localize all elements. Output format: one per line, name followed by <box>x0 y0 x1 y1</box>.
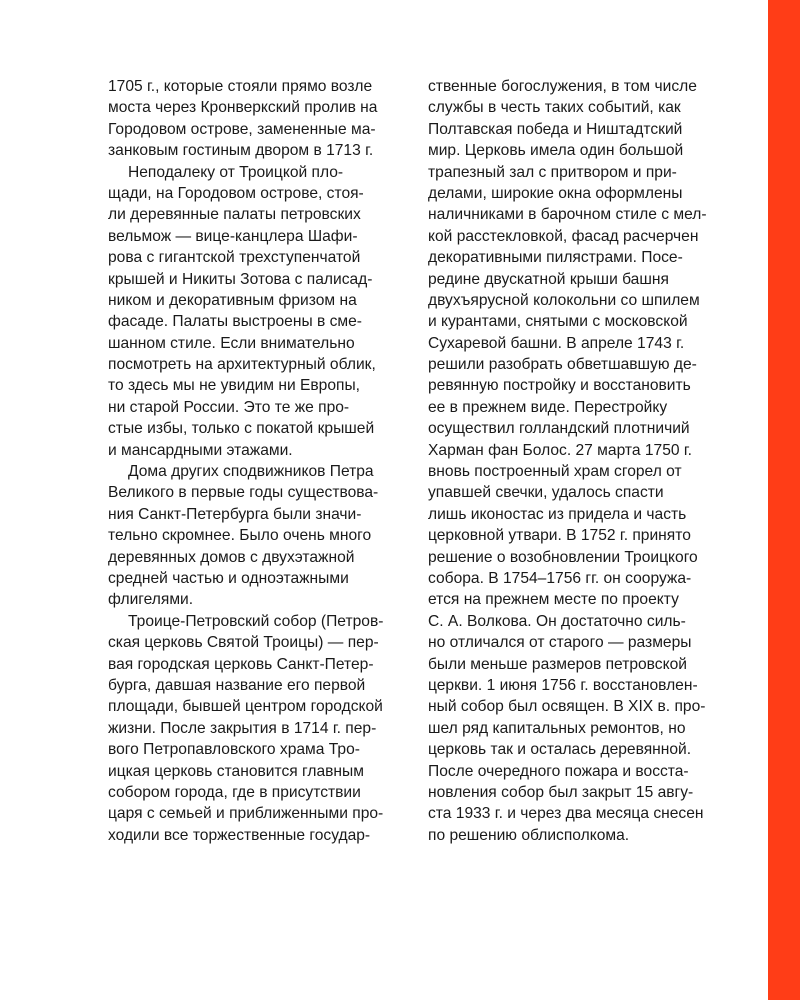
text-line: шел ряд капитальных ремонтов, но <box>428 719 686 737</box>
text-line: ни старой России. Это те же про- <box>108 398 350 416</box>
text-line: вого Петропавловского храма Тро- <box>108 741 360 759</box>
text-line: решение о возобновлении Троицкого <box>428 548 698 566</box>
text-line: флигелями. <box>108 591 194 609</box>
text-line: ходили все торжественные государ- <box>108 826 371 844</box>
text-line: ревянную постройку и восстановить <box>428 377 691 395</box>
text-line: двухъярусной колокольни со шпилем <box>428 291 700 309</box>
text-line: Неподалеку от Троицкой пло- <box>128 163 344 181</box>
text-line: мир. Церковь имела один большой <box>428 142 684 160</box>
text-line: наличниками в барочном стиле с мел- <box>428 206 707 224</box>
text-line: декоративными пилястрами. Посе- <box>428 249 683 267</box>
text-line: ния Санкт-Петербурга были значи- <box>108 505 362 523</box>
text-line: вельмож — вице-канцлера Шафи- <box>108 227 358 245</box>
text-line: бурга, давшая название его первой <box>108 676 366 694</box>
text-line: трапезный зал с притвором и при- <box>428 163 677 181</box>
text-line: Сухаревой башни. В апреле 1743 г. <box>428 334 685 352</box>
text-line: моста через Кронверкский пролив на <box>108 99 378 117</box>
text-line: лишь иконостас из придела и часть <box>428 505 687 523</box>
text-line: были меньше размеров петровской <box>428 655 687 673</box>
text-line: ицкая церковь становится главным <box>108 762 364 780</box>
text-line: вновь построенный храм сгорел от <box>428 463 682 481</box>
text-line: Харман фан Болос. 27 марта 1750 г. <box>428 441 693 459</box>
text-line: Дома других сподвижников Петра <box>128 463 374 481</box>
text-line: кой расстекловкой, фасад расчерчен <box>428 227 699 245</box>
text-line: средней частью и одноэтажными <box>108 569 349 587</box>
text-line: делами, широкие окна оформлены <box>428 184 683 202</box>
text-line: занковым гостиным двором в 1713 г. <box>108 142 374 160</box>
text-line: по решению облисполкома. <box>428 826 630 844</box>
text-line: ста 1933 г. и через два месяца снесен <box>428 805 704 823</box>
text-line: ская церковь Святой Троицы) — пер- <box>108 634 379 652</box>
text-line: стые избы, только с покатой крышей <box>108 420 375 438</box>
text-line: С. А. Волкова. Он достаточно силь- <box>428 612 686 630</box>
text-line: ственные богослужения, в том числе <box>428 78 697 95</box>
text-column-left <box>108 76 408 846</box>
text-line: Городовом острове, замененные ма- <box>108 120 376 138</box>
text-line: ее в прежнем виде. Перестройку <box>428 398 668 416</box>
text-line: и мансардными этажами. <box>108 441 293 459</box>
text-column-right <box>428 76 728 846</box>
text-line: Полтавская победа и Ништадтский <box>428 120 683 138</box>
text-line: щади, на Городовом острове, стоя- <box>108 184 364 202</box>
text-line: деревянных домов с двухэтажной <box>108 548 355 566</box>
text-line: посмотреть на архитектурный облик, <box>108 356 376 374</box>
text-line: 1705 г., которые стояли прямо возле <box>108 78 373 95</box>
text-line: церковной утвари. В 1752 г. принято <box>428 527 691 545</box>
text-line: ется на прежнем месте по проекту <box>428 591 679 609</box>
text-line: новления собор был закрыт 15 авгу- <box>428 783 694 801</box>
text-line: После очередного пожара и восста- <box>428 762 689 780</box>
text-line: вая городская церковь Санкт-Петер- <box>108 655 374 673</box>
text-line: Великого в первые годы существова- <box>108 484 379 502</box>
text-line: церковь так и осталась деревянной. <box>428 741 692 759</box>
text-line: шанном стиле. Если внимательно <box>108 334 355 352</box>
text-line: царя с семьей и приближенными про- <box>108 805 384 823</box>
text-line: церкви. 1 июня 1756 г. восстановлен- <box>428 676 698 694</box>
text-line: ный собор был освящен. В XIX в. про- <box>428 698 706 716</box>
text-line: площади, бывшей центром городской <box>108 698 383 716</box>
text-line: ли деревянные палаты петровских <box>108 206 361 224</box>
text-line: жизни. После закрытия в 1714 г. пер- <box>108 719 377 737</box>
text-line: то здесь мы не увидим ни Европы, <box>108 377 361 395</box>
text-line: службы в честь таких событий, как <box>428 99 681 117</box>
text-line: и курантами, снятыми с московской <box>428 313 688 331</box>
text-line: тельно скромнее. Было очень много <box>108 527 372 545</box>
text-line: решили разобрать обветшавшую де- <box>428 356 697 374</box>
text-line: собором города, где в присутствии <box>108 783 361 801</box>
text-line: упавшей свечки, удалось спасти <box>428 484 664 502</box>
text-line: фасаде. Палаты выстроены в сме- <box>108 313 362 331</box>
text-line: собора. В 1754–1756 гг. он сооружа- <box>428 569 692 587</box>
text-line: осуществил голландский плотничий <box>428 420 690 438</box>
text-line: Троице-Петровский собор (Петров- <box>128 612 384 630</box>
text-line: ником и декоративным фризом на <box>108 291 357 309</box>
text-line: рова с гигантской трехступенчатой <box>108 249 361 267</box>
text-line: крышей и Никиты Зотова с палисад- <box>108 270 373 288</box>
text-line: но отличался от старого — размеры <box>428 634 692 652</box>
accent-bar <box>768 0 800 1000</box>
text-line: редине двускатной крыши башня <box>428 270 669 288</box>
